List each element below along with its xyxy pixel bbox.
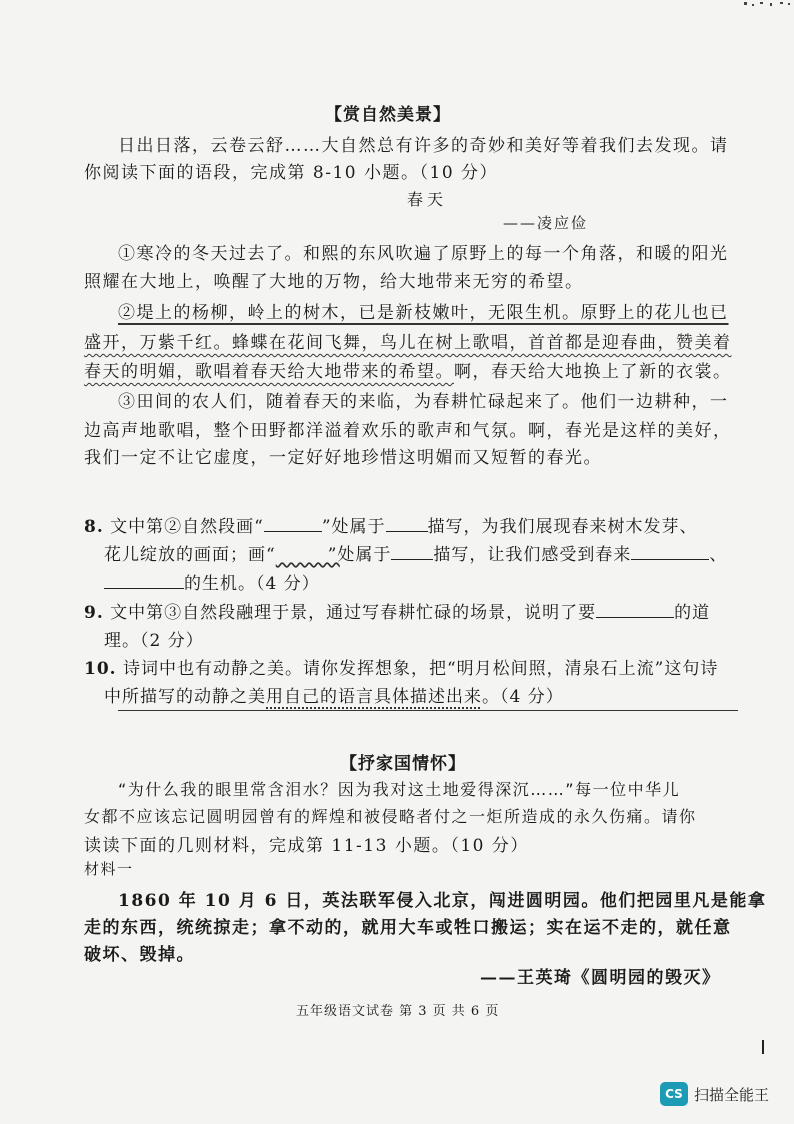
material1-line3: 破坏、毁掉。 [84, 945, 195, 965]
question-8-line2 [104, 540, 727, 565]
section2-intro-line2: 女都不应该忘记圆明园曾有的辉煌和被侵略者付之一炬所造成的永久伤痛。请你 [84, 807, 697, 826]
answer-line[interactable] [118, 710, 738, 711]
answer-blank[interactable] [104, 574, 184, 589]
scanner-brand [660, 1082, 769, 1106]
camscanner-logo-icon: CS [660, 1082, 688, 1106]
question-8-text-a: 文中第②自然段画“ [110, 517, 264, 537]
section1-intro-line1: 日出日落，云卷云舒……大自然总有许多的奇妙和美好等着我们去发现。请 [118, 136, 729, 156]
material1-line1: 1860 年 10 月 6 日，英法联军侵入北京，闯进圆明园。他们把园里凡是能拿 [118, 891, 767, 911]
question-8-text-c: 描写，为我们展现春来树木发芽、 [427, 517, 698, 537]
question-9-line1 [84, 598, 710, 623]
poem-title: 春天 [407, 190, 448, 209]
answer-blank[interactable] [264, 517, 322, 532]
question-10-text-b1: 中所描写的动静之美 [104, 687, 266, 707]
section-title-nature: 【赏自然美景】 [325, 105, 451, 125]
underlined-text: ②堤上的杨柳，岭上的树木，已是新枝嫩叶，无限生机。原野上的花儿也已 [118, 303, 729, 323]
question-9-text-b: 的道 [674, 603, 711, 623]
question-8-line3 [104, 569, 320, 594]
question-9-line2: 理。（2 分） [104, 631, 204, 651]
poem-para1-line2: 照耀在大地上，唤醒了大地的万物，给大地带来无穷的希望。 [84, 272, 584, 292]
material1-source: ——王英琦《圆明园的毁灭》 [480, 968, 721, 988]
poem-para2-line3 [84, 357, 732, 382]
material-label: 材料一 [84, 860, 134, 878]
wavy-underlined-text: 盛开，万紫千红。蜂蝶在花间飞舞，鸟儿在树上歌唱，首首都是迎春曲，赞美着 [84, 333, 732, 353]
answer-blank[interactable] [391, 545, 433, 560]
poem-para3-line1: ③田间的农人们，随着春天的来临，为春耕忙碌起来了。他们一边耕种，一 [118, 392, 729, 412]
poem-author: ——凌应俭 [503, 214, 589, 232]
question-8-number: 8. [84, 517, 104, 537]
question-10-text-a: 诗词中也有动静之美。请你发挥想象，把“明月松间照，清泉石上流”这句诗 [122, 659, 719, 679]
question-8-line1 [84, 512, 698, 537]
brand-name: 扫描全能王 [694, 1085, 770, 1104]
section1-intro-line2: 你阅读下面的语段，完成第 8-10 小题。（10 分） [84, 163, 499, 183]
answer-blank[interactable] [631, 545, 709, 560]
poem-para3-line2: 边高声地歌唱，整个田野都洋溢着欢乐的歌声和气氛。啊，春光是这样的美好， [84, 421, 732, 441]
question-9-number: 9. [84, 603, 104, 623]
question-10-number: 10. [84, 659, 117, 679]
question-9-text-a: 文中第③自然段融理于景，通过写春耕忙碌的场景，说明了要 [110, 603, 597, 623]
question-10-line2 [104, 682, 564, 707]
poem-para2-line2 [84, 328, 732, 353]
question-8-text-f: 描写，让我们感受到春来 [433, 545, 632, 565]
edge-mark [762, 1040, 764, 1054]
question-8-text-b: ”处属于 [321, 517, 386, 537]
para2-tail-text: 啊，春天给大地换上了新的衣裳。 [454, 362, 732, 382]
emphasis-dotted-text: 用自己的语言具体描述出来 [266, 687, 482, 707]
answer-blank[interactable] [596, 603, 674, 618]
question-8-text-e: ”处属于 [327, 545, 392, 565]
question-8-text-g: 、 [709, 545, 728, 565]
section2-intro-line3: 读读下面的几则材料，完成第 11-13 小题。（10 分） [84, 836, 529, 856]
material1-line2: 走的东西，统统掠走；拿不动的，就用大车或牲口搬运；实在运不走的，就任意 [84, 918, 732, 938]
poem-para2-line1 [118, 298, 729, 323]
poem-para1-line1: ①寒冷的冬天过去了。和熙的东风吹遍了原野上的每一个角落，和暖的阳光 [118, 244, 729, 264]
section-title-patriotism: 【抒家国情怀】 [340, 754, 466, 774]
question-10-text-b3: 。（4 分） [482, 687, 564, 707]
wavy-sample-mark [276, 545, 328, 559]
poem-para3-line3: 我们一定不让它虚度，一定好好地珍惜这明媚而又短暂的春光。 [84, 448, 602, 468]
section2-intro-line1: “为什么我的眼里常含泪水？因为我对这土地爱得深沉……”每一位中华儿 [118, 780, 681, 799]
question-8-text-d: 花儿绽放的画面；画“ [104, 545, 276, 565]
answer-blank[interactable] [386, 517, 428, 532]
question-10-line1 [84, 654, 718, 679]
page-footer: 五年级语文试卷 第 3 页 共 6 页 [296, 1004, 500, 1019]
question-8-text-h: 的生机。（4 分） [184, 574, 320, 594]
wavy-underlined-text: 春天的明媚，歌唱着春天给大地带来的希望。 [84, 362, 454, 382]
corner-scan-artifact [740, 0, 794, 10]
